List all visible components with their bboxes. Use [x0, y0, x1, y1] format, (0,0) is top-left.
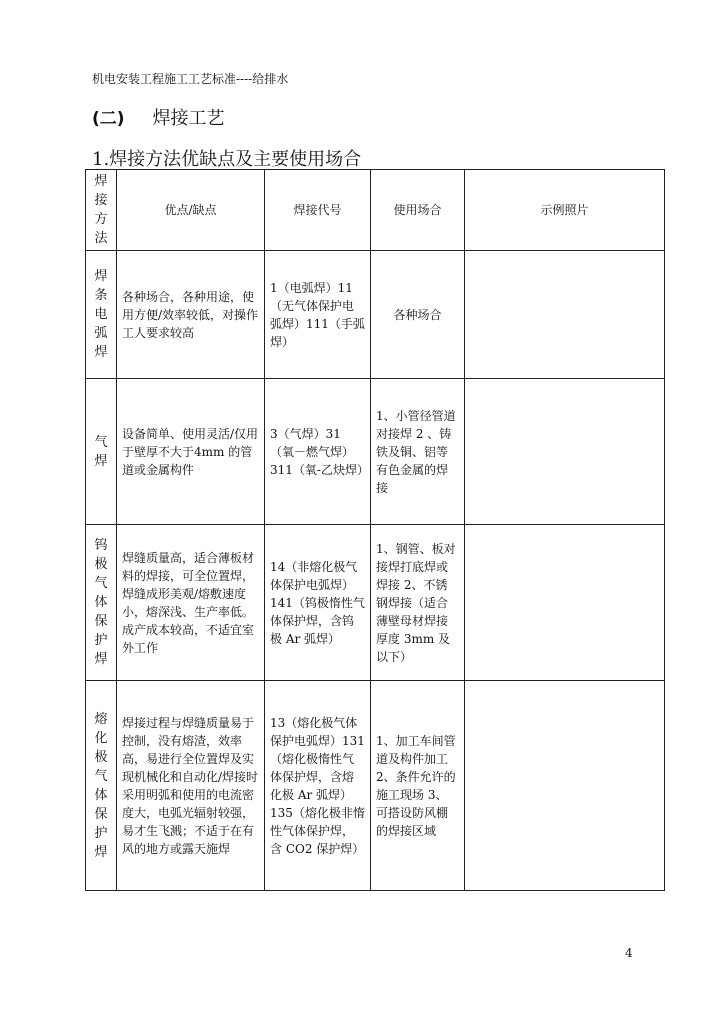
- cell-code: 1（电弧焊）11（无气体保护电弧焊）111（手弧焊）: [265, 251, 371, 379]
- header-usage: 使用场合: [371, 170, 465, 251]
- cell-method: 焊条电弧焊: [86, 251, 117, 379]
- cell-photo: [465, 251, 665, 379]
- cell-method: 钨极气体保护焊: [86, 525, 117, 681]
- cell-code: 3（气焊）31 （氧－燃气焊）311（氧-乙炔焊）: [265, 379, 371, 525]
- cell-code: 14（非熔化极气体保护电弧焊）141（钨极惰性气体保护焊，含钨极 Ar 弧焊）: [265, 525, 371, 681]
- section-heading: [92, 104, 225, 130]
- cell-photo: [465, 525, 665, 681]
- table-row: [86, 525, 665, 681]
- cell-photo: [465, 681, 665, 891]
- section-number: (二): [92, 109, 125, 129]
- cell-usage: 各种场合: [371, 251, 465, 379]
- cell-usage: 1、小管径管道对接焊 2 、铸铁及铜、铝等有色金属的焊接: [371, 379, 465, 525]
- cell-pros-cons: 设备简单、使用灵活/仅用于壁厚不大于4mm 的管道或金属构件: [117, 379, 265, 525]
- header-method: 焊接方法: [86, 170, 117, 251]
- cell-pros-cons: 各种场合，各种用途，使用方便/效率较低，对操作工人要求较高: [117, 251, 265, 379]
- cell-usage: 1、加工车间管道及构件加工 2、条件允许的施工现场 3、可搭设防风棚的焊接区域: [371, 681, 465, 891]
- page-number: 4: [625, 946, 633, 960]
- cell-photo: [465, 379, 665, 525]
- table-row: [86, 379, 665, 525]
- header-pros-cons: 优点/缺点: [117, 170, 265, 251]
- cell-usage: 1、钢管、板对接焊打底焊或焊接 2、不锈钢焊接（适合薄壁母材焊接厚度 3mm 及以下）: [371, 525, 465, 681]
- table-row: [86, 681, 665, 891]
- table-row: [86, 251, 665, 379]
- document-header: 机电安装工程施工工艺标准----给排水: [92, 72, 289, 86]
- cell-pros-cons: 焊接过程与焊缝质量易于控制，没有熔渣，效率高，易进行全位置焊及实现机械化和自动化/焊接时采用明弧和使用的电流密度大，电弧光辐射较强，易才生飞溅；不适于在有风的地方或露天施焊: [117, 681, 265, 891]
- cell-method: 熔化极气体保护焊: [86, 681, 117, 891]
- subtitle: 1.焊接方法优缺点及主要使用场合: [92, 149, 362, 170]
- cell-pros-cons: 焊缝质量高，适合薄板材料的焊接，可全位置焊，焊缝成形美观/熔敷速度小，熔深浅、生产率低。成产成本较高，不适宜室外工作: [117, 525, 265, 681]
- welding-methods-table: [85, 169, 665, 891]
- cell-code: 13（熔化极气体保护电弧焊）131（熔化极惰性气体保护焊，含熔化极 Ar 弧焊）135（熔化极非惰性气体保护焊，含 CO2 保护焊）: [265, 681, 371, 891]
- table-header-row: [86, 170, 665, 251]
- header-photo: 示例照片: [465, 170, 665, 251]
- header-code: 焊接代号: [265, 170, 371, 251]
- cell-method: 气焊: [86, 379, 117, 525]
- section-title: 焊接工艺: [152, 108, 225, 129]
